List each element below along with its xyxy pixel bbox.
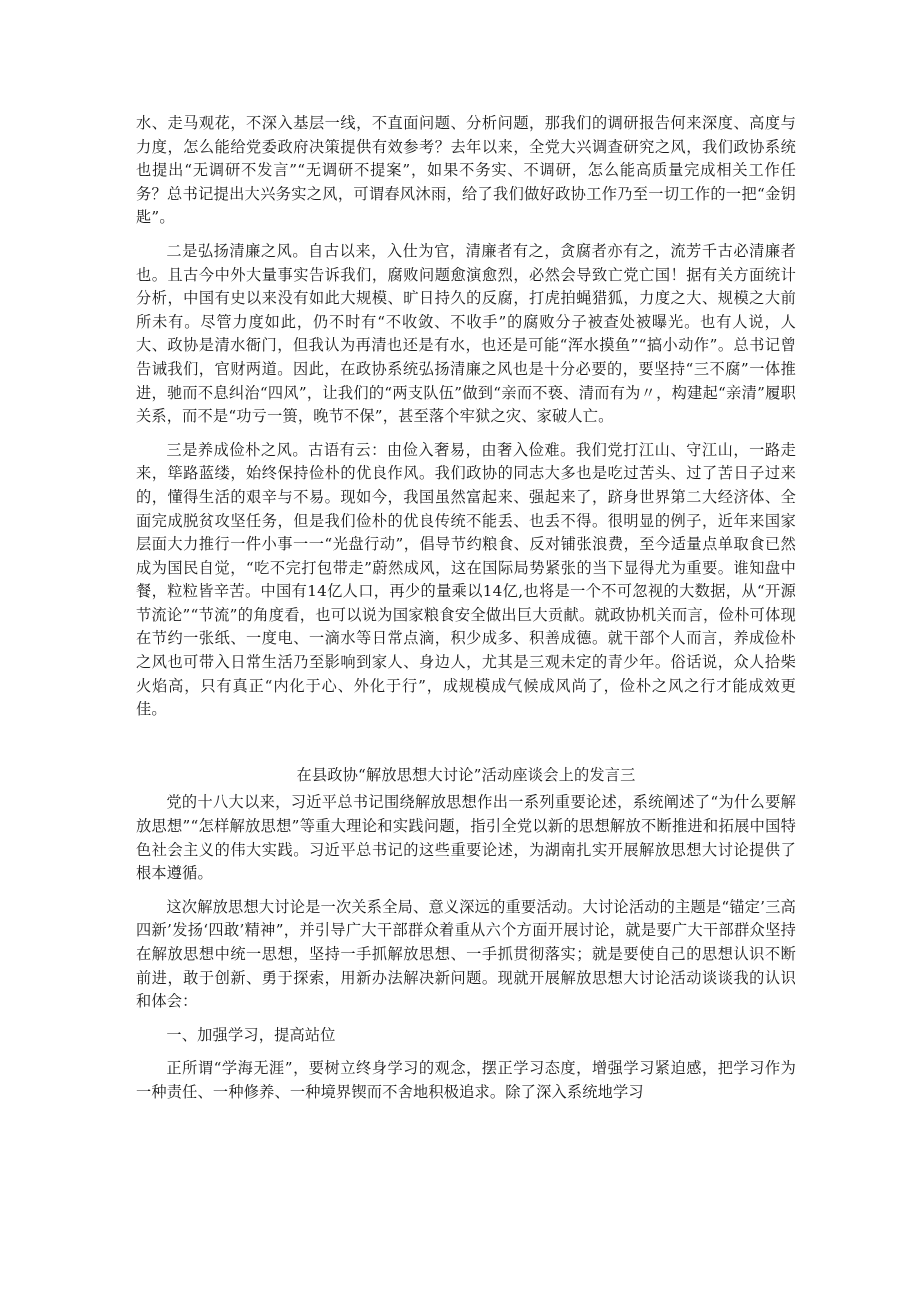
document-page — [136, 112, 796, 1115]
subheading: 一、加强学习，提高站位 — [166, 1025, 336, 1044]
section-title: 在县政协“解放思想大讨论”活动座谈会上的发言三 — [296, 765, 636, 784]
paragraph-continuation: 水、走马观花，不深入基层一线，不直面问题、分析问题，那我们的调研报告何来深度、高度与力度，怎么能给党委政府决策提供有效参考？去年以来，全党大兴调查研究之风，我们政协系统也提出“无调研不发言”“无调研不提案”，如果不务实、不调研，怎么能高质量完成相关工作任务？总书记提出大兴务实之风，可谓春风沐雨，给了我们做好政协工作乃至一切工作的一把“金钥匙”。 — [136, 114, 796, 227]
paragraph-discussion: 这次解放思想大讨论是一次关系全局、意义深远的重要活动。大讨论活动的主题是“锚定’三高四新’发扬‘四敢’精神”，并引导广大干部群众着重从六个方面开展讨论，就是要广大干部群众坚持在解放思想中统一思想，坚持一手抓解放思想、一手抓贯彻落实；就是要使自己的思想认识不断前进，敢于创新、勇于探索，用新办法解决新问题。现就开展解放思想大讨论活动谈谈我的认识和体会： — [136, 897, 796, 1011]
paragraph-intro: 党的十八大以来，习近平总书记围绕解放思想作出一系列重要论述，系统阐述了“为什么要解放思想”“怎样解放思想”等重大理论和实践问题，指引全党以新的思想解放不断推进和拓展中国特色社会主义的伟大实践。习近平总书记的这些重要论述，为湖南扎实开展解放思想大讨论提供了根本遵循。 — [136, 793, 796, 883]
paragraph-learning: 正所谓“学海无涯”，要树立终身学习的观念，摆正学习态度，增强学习紧迫感，把学习作为一种责任、一种修养、一种境界锲而不舍地积极追求。除了深入系统地学习 — [136, 1059, 796, 1101]
paragraph-frugality: 三是养成俭朴之风。古语有云：由俭入奢易，由奢入俭难。我们党打江山、守江山，一路走来，筚路蓝缕，始终保持俭朴的优良作风。我们政协的同志大多也是吃过苦头、过了苦日子过来的，懂得生活的艰辛与不易。现如今，我国虽然富起来、强起来了，跻身世界第二大经济体、全面完成脱贫攻坚任务，但是我们俭朴的优良传统不能丢、也丢不得。很明显的例子，近年来国家层面大力推行一件小事一一“光盘行动”，倡导节约粮食、反对铺张浪费，至今适量点单取食已然成为国民自觉，“吃不完打包带走”蔚然成风，这在国际局势紧张的当下显得尤为重要。谁知盘中餐，粒粒皆辛苦。中国有14亿人口，再少的量乘以14亿,也将是一个不可忽视的大数据，从“开源节流论”“节流”的角度看，也可以说为国家粮食安全做出巨大贡献。就政协机关而言，俭朴可体现在节约一张纸、一度电、一滴水等日常点滴，积少成多、积善成德。就干部个人而言，养成俭朴之风也可带入日常生活乃至影响到家人、身边人，尤其是三观未定的青少年。俗话说，众人拾柴火焰高，只有真正“内化于心、外化于行”，成规模成气候成风尚了，俭朴之风之行才能成效更佳。 — [136, 440, 796, 719]
paragraph-integrity: 二是弘扬清廉之风。自古以来，入仕为官，清廉者有之，贪腐者亦有之，流芳千古必清廉者也。且古今中外大量事实告诉我们，腐败问题愈演愈烈，必然会导致亡党亡国！据有关方面统计分析，中国有史以来没有如此大规模、旷日持久的反腐，打虎拍蝇猎狐，力度之大、规模之大前所未有。尽管力度如此，仍不时有“不收敛、不收手”的腐败分子被查处被曝光。也有人说，人大、政协是清水衙门，但我认为再清也还是有水，也还是可能“浑水摸鱼”“搞小动作”。总书记曾告诫我们，官财两道。因此，在政协系统弘扬清廉之风也是十分必要的，要坚持“三不腐”一体推进，驰而不息纠治“四风”，让我们的“两支队伍”做到“亲而不亵、清而有为〃，构建起“亲清”履职关系，而不是“功亏一篑，晚节不保”，甚至落个牢狱之灾、家破人亡。 — [136, 241, 796, 426]
